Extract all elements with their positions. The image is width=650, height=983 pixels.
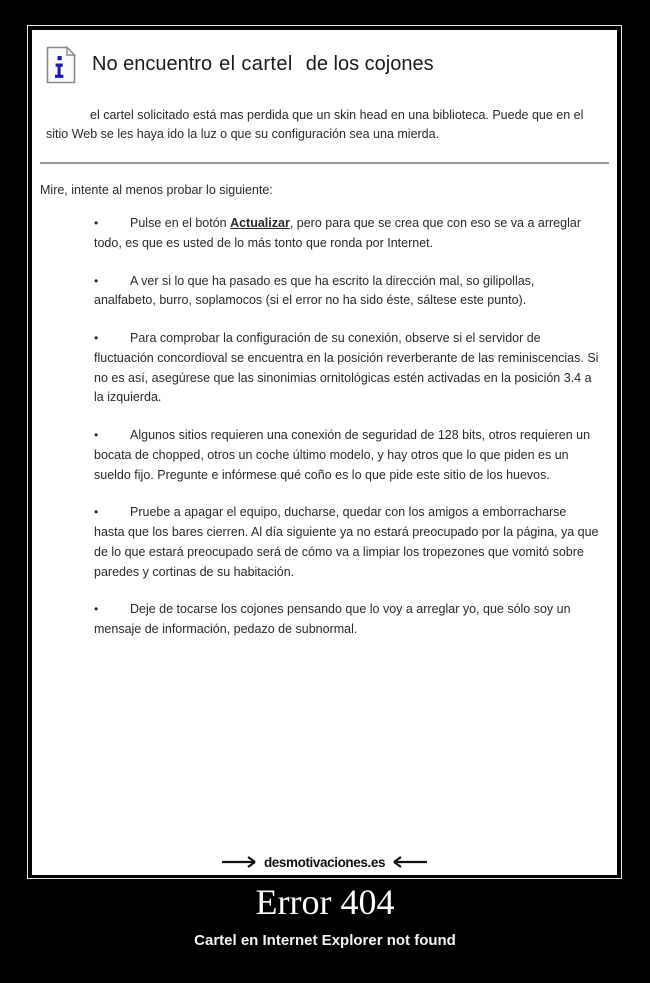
tip-text-before: Algunos sitios requieren una conexión de seguridad de 128 bits, otros requieren un bocata de chopped, otros un coche último modelo, y hay otros que lo que piden es un sueldo fijo. Pregunte e infórmese qué coño es lo que pide este sitio de los huevos. (94, 428, 591, 482)
tip-text-before: Para comprobar la configuración de su conexión, observe si el servidor de fluctuación concordioval se encuentra en la posición reverberante de las reminiscencias. Si no es así, asegúrese que las sinonimias ornitológicas estén activadas en la posición 3.4 a la izquierda. (94, 331, 599, 405)
caption-subtitle: Cartel en Internet Explorer not found (194, 931, 456, 949)
tip-text-before: Pulse en el botón (130, 216, 231, 231)
error-lead-paragraph: Mire, intente al menos probar lo siguiente: (40, 182, 273, 197)
tip-text-before: Deje de tocarse los cojones pensando que lo voy a arreglar yo, que sólo soy un mensaje de información, pedazo de subnormal. (94, 602, 571, 637)
title-segment-1: No encuentro (92, 53, 213, 75)
chevron-left-decoration (222, 856, 256, 868)
chevron-right-decoration (393, 856, 427, 868)
tip-text-after: , pero para que se crea que con eso se va a arreglar todo, es que es usted de lo más tonto que ronda por Internet. (94, 216, 581, 250)
error-page-screenshot (32, 30, 617, 875)
list-item (94, 272, 599, 312)
poster-caption (0, 884, 650, 950)
list-item (94, 329, 599, 408)
watermark-text: desmotivaciones.es (263, 854, 386, 870)
list-item (94, 503, 599, 582)
error-page-header (32, 30, 617, 84)
troubleshooting-tips-list (94, 214, 599, 640)
error-page-title (92, 53, 434, 75)
site-watermark (32, 849, 617, 875)
title-segment-3: de los cojones (305, 53, 434, 75)
list-item (94, 426, 599, 485)
refresh-button-emphasis: Actualizar (230, 216, 290, 231)
title-segment-2: el cartel (219, 53, 293, 75)
information-document-icon (46, 46, 76, 84)
list-item (94, 214, 599, 254)
tip-text-before: Pruebe a apagar el equipo, ducharse, quedar con los amigos a emborracharse hasta que los bares cierren. Al día siguiente ya no estará preocupado por la página, ya que de lo que estará preocupado será de cómo va a limpiar los tropezones que vomitó sobre paredes y cortinas de su habitación. (94, 505, 599, 579)
list-item (94, 600, 599, 640)
tip-text-before: A ver si lo que ha pasado es que ha escrito la dirección mal, so gilipollas, analfabeto, burro, soplamocos (si el error no ha sido éste, sáltese este punto). (94, 273, 535, 308)
horizontal-divider (40, 162, 609, 164)
caption-title: Error 404 (255, 882, 395, 922)
error-intro-paragraph: el cartel solicitado está mas perdida que un skin head en una biblioteca. Puede que en el sitio Web se les haya ido la luz o que su configuración sea una mierda. (46, 108, 584, 142)
